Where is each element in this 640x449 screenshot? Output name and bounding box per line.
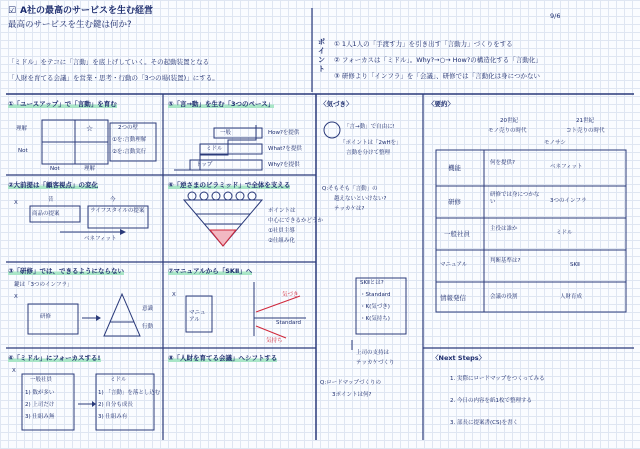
s6-note-3: ①社員主導 — [268, 228, 295, 234]
s5-row-2-label: ミドル — [206, 146, 223, 152]
s4-x: X — [12, 368, 16, 374]
s2-new-label: 今 — [110, 197, 116, 203]
point-2: ② フォーカスは「ミドル」。Why?→○→ How?の構造化する「言動化」 — [334, 56, 542, 64]
skii-item-1: ・Standard — [360, 292, 391, 298]
s2-x: X — [14, 200, 18, 206]
page-date: 9/6 — [550, 12, 561, 20]
s5-row-3-label: トップ — [196, 162, 213, 168]
s2-new-box: ライフスタイルの提案 — [90, 208, 145, 214]
points-label: ポイント — [318, 38, 325, 73]
yoyaku-col1-b: モノ売りの時代 — [488, 128, 527, 134]
yoyaku-row-1-left: 機能 — [448, 164, 461, 172]
s4-right-item-2: 2) 自分も成長 — [98, 402, 133, 408]
yoyaku-row-2-left: 研修 — [448, 198, 461, 206]
s6-note-1: ポイントは — [268, 208, 296, 214]
skii-item-3: ・K(気持ち) — [360, 316, 390, 322]
next-step-3: 3. 部長に提案書(CS)を書く — [450, 420, 519, 426]
s1-ylabel-2: Not — [18, 148, 28, 154]
s5-row-1-label: 一般 — [220, 130, 232, 136]
yoyaku-monosa: モノサシ — [544, 140, 566, 146]
s1-side-2: ②を:言動実行 — [112, 149, 147, 155]
s5-row-2-q: What?を提供 — [268, 146, 302, 152]
s1-ylabel-1: 理解 — [16, 126, 28, 132]
s6-note-4: ②仕組み化 — [268, 238, 295, 244]
section-6-title: ⑥「逆さまのピラミッド」で全体を支える — [168, 181, 291, 189]
kizuki-q2-b: 3ポイントは何? — [332, 392, 372, 398]
kizuki-title: 〈気づき〉 — [320, 100, 353, 108]
next-step-1: 1. 実際にロードマップをつくってみる — [450, 376, 545, 382]
next-steps-title: 〈Next Steps〉 — [432, 354, 486, 362]
s4-right-item-3: 3) 仕組み有 — [98, 414, 128, 420]
s4-left-item-1: 1) 数が多い — [25, 390, 55, 396]
kizuki-q2-a: Q:ロードマップづくりの — [320, 380, 381, 386]
s3-key: 鍵は「3つのインフラ」 — [14, 282, 73, 288]
skii-item-2: ・K(気づき) — [360, 304, 390, 310]
yoyaku-row-5-mid: 会議の役割 — [490, 294, 518, 300]
page-title: A社の最高のサービスを生む経営 — [20, 6, 153, 16]
header-line-1: 「ミドル」をテコに「言動」を底上げしていく。その起動装置となる — [8, 58, 210, 66]
kizuki-bottom-1: 上司の支持は — [356, 350, 390, 356]
point-3: ③ 研修より「インフラ」を「会議」、研修では「言動化は身につかない — [334, 72, 541, 80]
s7-x: X — [172, 292, 176, 298]
s1-side-title: 2つの壁 — [118, 125, 138, 131]
yoyaku-col2-b: コト売りの時代 — [566, 128, 605, 134]
kizuki-note-3: 言動を分けて整理 — [346, 150, 391, 156]
s3-x: X — [14, 294, 18, 300]
section-3-title: ③「研修」では、できるようにならない — [8, 267, 125, 275]
section-5-title: ⑤「言→動」を生む「3つのペース」 — [168, 100, 275, 108]
s2-arrow-label: ベネフィット — [84, 236, 117, 242]
kizuki-q1-b: 越えないといけない? — [334, 196, 387, 202]
yoyaku-row-5-right: 人財育成 — [560, 294, 583, 300]
s4-right-item-1: 1) 「言動」を落とし込む — [98, 390, 161, 396]
s7-kimochi: 気持ち — [266, 338, 283, 344]
point-1: ① 1人1人の「手渡す力」を引き出す「言動力」づくりをする — [334, 40, 513, 48]
s1-side-1: ①を:言動理解 — [112, 137, 147, 143]
s3-box: 研修 — [40, 314, 52, 320]
s4-left-head: 一般社員 — [30, 377, 53, 383]
s2-old-label: 昔 — [48, 197, 54, 203]
next-step-2: 2. 今日の内容を紙1枚で整理する — [450, 398, 532, 404]
kizuki-note-2: 「ポイントは「2wHを」 — [340, 140, 402, 146]
s3-tri-2: 行動 — [142, 324, 154, 330]
s6-note-2: 中心にできるかどうか — [268, 218, 324, 224]
section-1-title: ①「ユースアップ」で「言動」を育む — [8, 100, 117, 108]
yoyaku-row-2-mid: 研修では身につかない — [490, 192, 540, 205]
s7-manual: マニュアル — [189, 310, 206, 323]
star-icon: ☆ — [86, 124, 94, 133]
kizuki-note-1: 「言→動」で自由に! — [344, 124, 395, 130]
yoyaku-row-1-mid: 何を提供? — [490, 160, 515, 166]
skii-head: SKⅡとは? — [360, 280, 384, 286]
s7-kizuki: 気づき — [282, 292, 299, 298]
kizuki-q1-c: テッカケは? — [334, 206, 365, 212]
s3-tri-1: 意識 — [142, 306, 154, 312]
kizuki-bottom-2: テッカケづくり — [356, 360, 395, 366]
kizuki-q1-a: Q:そもそも「言動」の — [322, 186, 378, 192]
yoyaku-row-3-mid: 主役は誰か — [490, 226, 518, 232]
checkbox-icon: ☑ — [8, 6, 17, 16]
s1-xlabel-1: Not — [50, 166, 60, 172]
section-4-title: ④「ミドル」にフォーカスする! — [8, 354, 101, 362]
s4-left-item-3: 3) 仕組み無 — [25, 414, 55, 420]
yoyaku-title: 〈要約〉 — [428, 100, 454, 108]
yoyaku-col2-a: 21世紀 — [576, 118, 594, 124]
s4-left-item-2: 2) 上司だけ — [25, 402, 55, 408]
yoyaku-row-3-right: ミドル — [556, 230, 573, 236]
section-2-title: ②大前提は「顧客視点」の変化 — [8, 181, 99, 189]
yoyaku-col1-a: 20世紀 — [500, 118, 518, 124]
header-question: 最高のサービスを生む鍵は何か? — [8, 20, 132, 30]
s4-right-head: ミドル — [110, 377, 127, 383]
section-7-title: ⑦マニュアルから「SKⅡ」へ — [168, 267, 253, 275]
s2-old-box: 商品の提案 — [32, 211, 60, 217]
yoyaku-row-1-right: ベネフィット — [550, 164, 583, 170]
yoyaku-row-4-left: マニュアル — [440, 262, 468, 268]
s7-standard: Standard — [276, 320, 302, 326]
section-8-title: ⑧「人財を育てる会議」へシフトする — [168, 354, 278, 362]
yoyaku-row-3-left: 一般社員 — [444, 230, 470, 238]
s1-xlabel-2: 理解 — [84, 166, 96, 172]
yoyaku-row-4-mid: 判断基準は? — [490, 258, 521, 264]
yoyaku-row-2-right: 3つのインフラ — [550, 198, 587, 204]
s5-row-1-q: How?を提供 — [268, 130, 300, 136]
header-line-2: 「人財を育てる会議」を営業・思考・行動の「3つの場(装置)」にする。 — [8, 74, 219, 82]
yoyaku-row-5-left: 情報発信 — [440, 294, 466, 302]
s5-row-3-q: Why?を提供 — [268, 162, 300, 168]
yoyaku-row-4-right: SKⅡ — [570, 262, 580, 268]
